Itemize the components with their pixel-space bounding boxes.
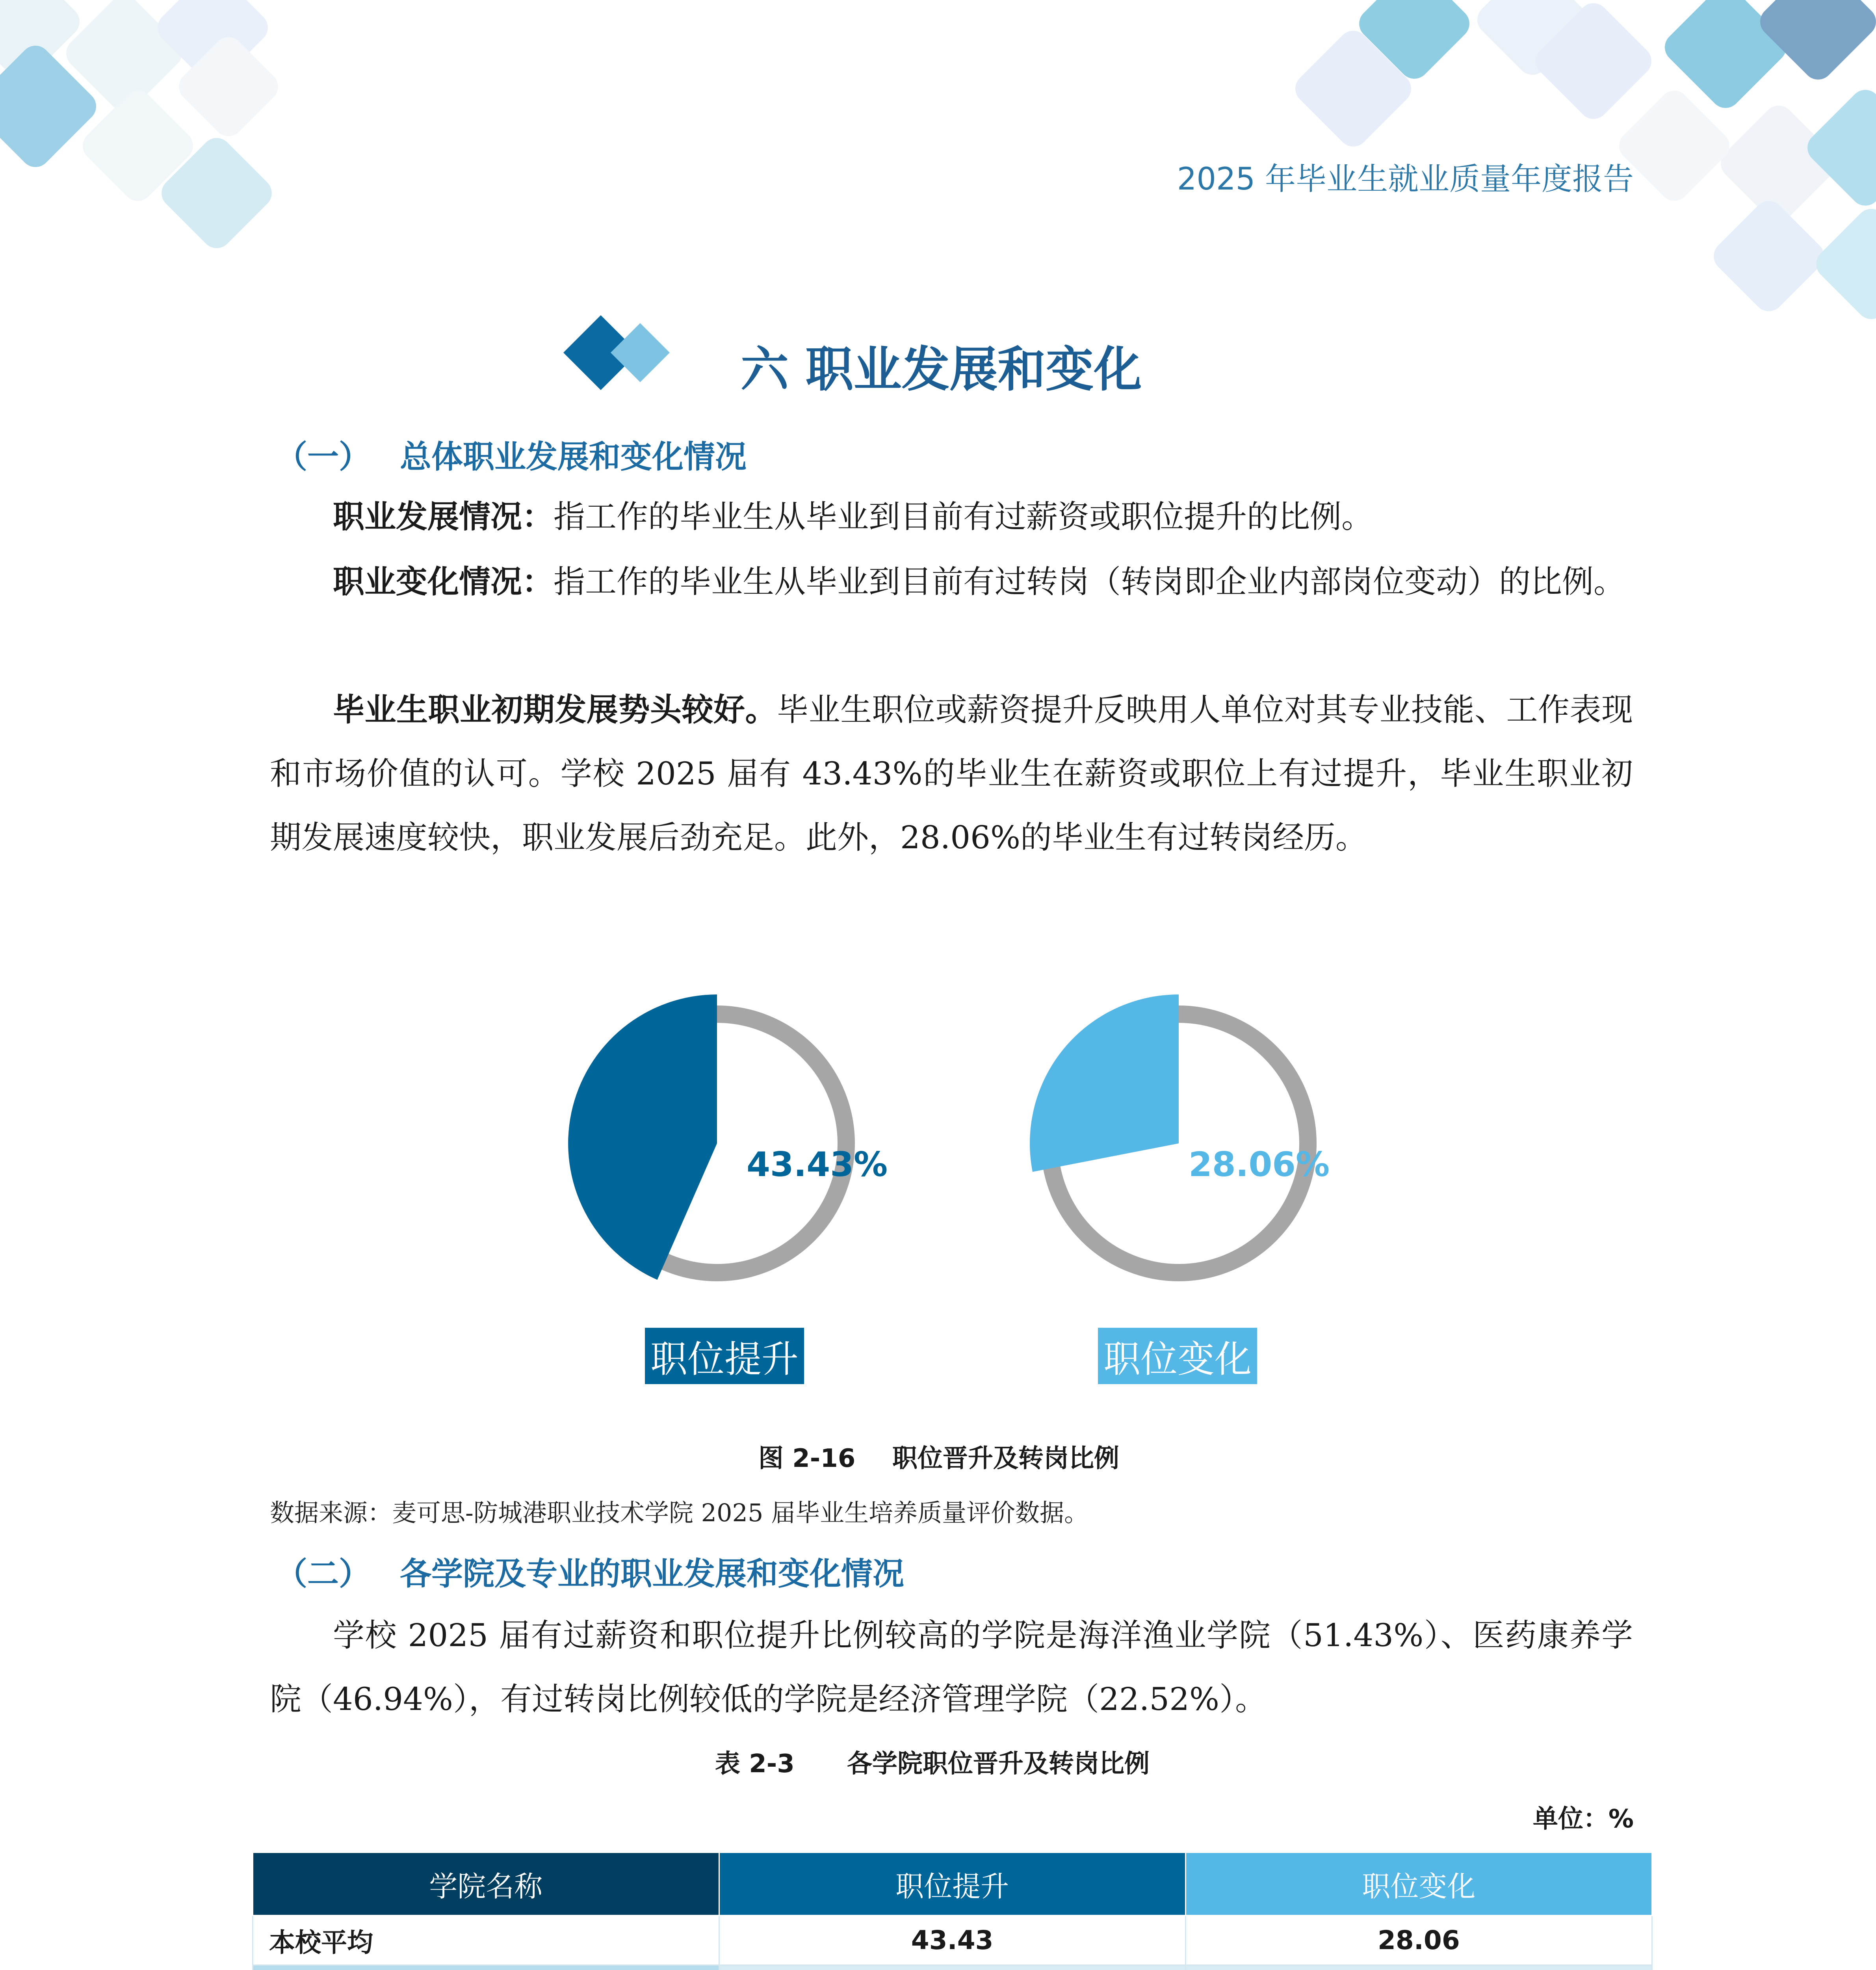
section2-heading-number: （二） — [276, 1555, 370, 1592]
cell-change — [1185, 1965, 1652, 1970]
definition-term: 职业变化情况： — [333, 563, 554, 600]
cell-promotion — [719, 1965, 1185, 1970]
section1-paragraph — [270, 678, 1633, 870]
table-header-row — [253, 1853, 1652, 1916]
chapter-diamond-icon — [559, 311, 689, 394]
pie-label-promotion: 职位提升 — [645, 1328, 804, 1384]
definition-term: 职业发展情况： — [333, 498, 554, 535]
figure-source: 数据来源：麦可思-防城港职业技术学院 2025 届毕业生培养质量评价数据。 — [270, 1498, 1089, 1527]
cell-college: 本校平均 — [253, 1916, 719, 1965]
pie-value-promotion: 43.43% — [747, 1145, 888, 1184]
column-header-change: 职位变化 — [1185, 1853, 1652, 1916]
pie-label-change: 职位变化 — [1098, 1328, 1257, 1384]
section1-heading: 总体职业发展和变化情况 — [400, 438, 747, 475]
pie-value-change: 28.06% — [1189, 1145, 1330, 1184]
pie-chart-change — [997, 977, 1351, 1316]
cell-college — [253, 1965, 719, 1970]
column-header-college: 学院名称 — [253, 1853, 719, 1916]
table-unit: 单位：% — [1532, 1805, 1634, 1834]
report-header-title: 2025 年毕业生就业质量年度报告 — [1177, 162, 1634, 197]
definition-career-change — [270, 550, 1633, 614]
table-caption-number: 表 2-3 — [715, 1749, 795, 1779]
paragraph-body: 毕业生职位或薪资提升反映用人单位对其专业技能、工作表现和市场价值的认可。学校 2025 届有 43.43%的毕业生在薪资或职位上有过提升，毕业生职业初期发展速度较快，职业发展后劲充足。此外，28.06%的毕业生有过转岗经历。 — [270, 691, 1633, 856]
chapter-title: 六 职业发展和变化 — [741, 341, 1142, 398]
cell-change: 28.06 — [1185, 1916, 1652, 1965]
college-career-table — [252, 1852, 1653, 1970]
section1-heading-number: （一） — [276, 438, 370, 475]
figure-caption-text: 职位晋升及转岗比例 — [892, 1444, 1119, 1473]
section2-heading: 各学院及专业的职业发展和变化情况 — [400, 1555, 904, 1592]
definition-text: 指工作的毕业生从毕业到目前有过薪资或职位提升的比例。 — [554, 498, 1373, 535]
pie-chart-promotion — [544, 977, 898, 1316]
cell-promotion: 43.43 — [719, 1916, 1185, 1965]
pie-slice-promotion — [568, 994, 717, 1280]
pie-slice-change — [1030, 994, 1179, 1172]
section2-paragraph: 学校 2025 届有过薪资和职位提升比例较高的学院是海洋渔业学院（51.43%）、医药康养学院（46.94%），有过转岗比例较低的学院是经济管理学院（22.52%）。 — [270, 1617, 1633, 1717]
paragraph-lead: 毕业生职业初期发展势头较好。 — [333, 691, 777, 728]
table-row — [253, 1965, 1652, 1970]
definition-career-development — [270, 485, 1633, 549]
table-caption-text: 各学院职位晋升及转岗比例 — [847, 1749, 1150, 1779]
figure-caption-number: 图 2-16 — [758, 1444, 856, 1473]
definition-text: 指工作的毕业生从毕业到目前有过转岗（转岗即企业内部岗位变动）的比例。 — [554, 563, 1625, 600]
table-row — [253, 1916, 1652, 1965]
column-header-promotion: 职位提升 — [719, 1853, 1185, 1916]
